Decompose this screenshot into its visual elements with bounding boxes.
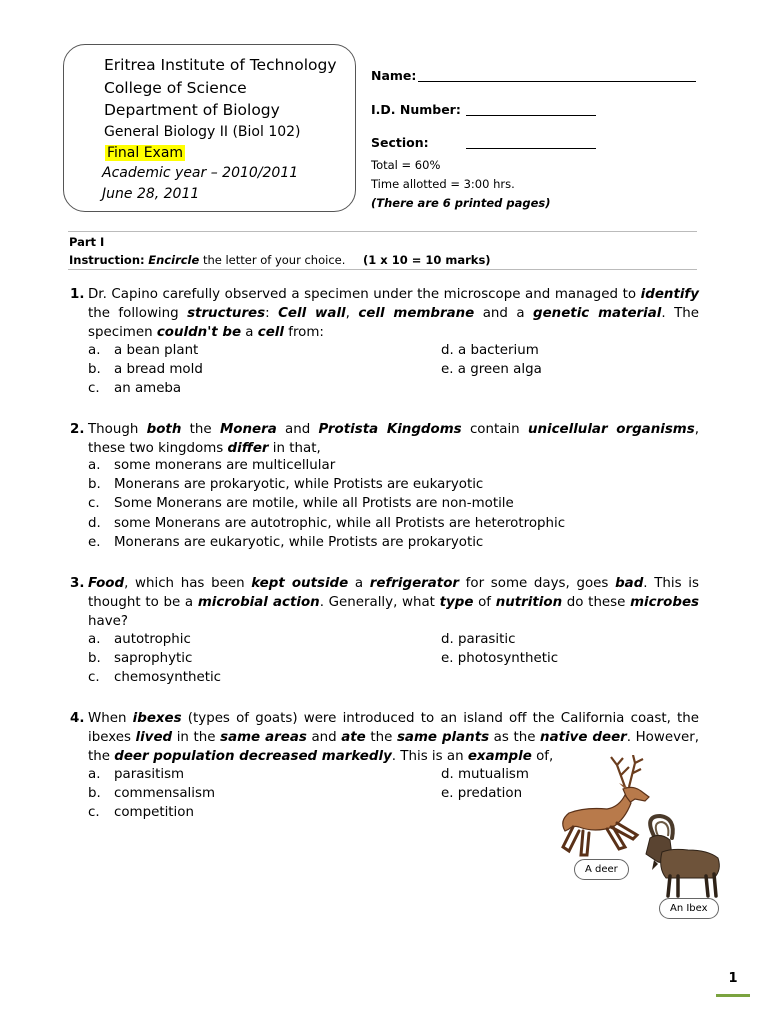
instruction-line: Instruction: Encircle the letter of your choice. (1 x 10 = 10 marks): [69, 253, 491, 267]
q3-option-c[interactable]: c. chemosynthetic: [88, 670, 222, 685]
q4-option-e[interactable]: e. predation: [441, 786, 523, 801]
exam-title: Final Exam: [107, 145, 184, 161]
q2-option-b[interactable]: b. Monerans are prokaryotic, while Protists are eukaryotic: [88, 477, 484, 492]
question-4-text: When ibexes (types of goats) were introduced to an island off the California coast, the ibexes lived in the same areas and ate the same plants as the native deer. However, the deer population decreased markedly. This is an example of,: [88, 711, 699, 765]
department-name: Department of Biology: [104, 101, 280, 119]
q4-option-b[interactable]: b. commensalism: [88, 786, 216, 801]
q4-option-a[interactable]: a. parasitism: [88, 767, 185, 782]
page-number: 1: [716, 964, 750, 997]
q4-option-c[interactable]: c. competition: [88, 805, 194, 820]
top-divider: [68, 231, 697, 232]
exam-date: June 28, 2011: [102, 186, 200, 202]
course-name: General Biology II (Biol 102): [104, 124, 301, 140]
q3-option-a[interactable]: a. autotrophic: [88, 632, 191, 647]
q2-option-d[interactable]: d. some Monerans are autotrophic, while all Protists are heterotrophic: [88, 516, 566, 531]
ibex-label: An Ibex: [659, 898, 719, 919]
q4-option-d[interactable]: d. mutualism: [441, 767, 529, 782]
q3-option-e[interactable]: e. photosynthetic: [441, 651, 559, 666]
question-3-text: Food, which has been kept outside a refrigerator for some days, goes bad. This is thought to be a microbial action. Generally, what type of nutrition do these microbes have?: [88, 576, 699, 630]
q3-option-d[interactable]: d. parasitic: [441, 632, 516, 647]
q2-option-a[interactable]: a. some monerans are multicellular: [88, 458, 336, 473]
total-text: Total = 60%: [371, 158, 441, 172]
academic-year: Academic year – 2010/2011: [102, 165, 299, 181]
bottom-divider: [68, 269, 697, 270]
name-label: Name:: [371, 68, 417, 83]
pages-text: (There are 6 printed pages): [371, 196, 551, 210]
question-4: 4. When ibexes (types of goats) were introduced to an island off the California coast, the ibexes lived in the same areas and ate the same plants as the native deer. However, the deer population decreased markedly. This is an example of,: [70, 709, 699, 767]
question-1-text: Dr. Capino carefully observed a specimen under the microscope and managed to identify the following structures: Cell wall, cell membrane and a genetic material. The specimen couldn't be a cell from:: [88, 287, 699, 341]
question-2: 2. Though both the Monera and Protista Kingdoms contain unicellular organisms, these two kingdoms differ in that,: [70, 420, 699, 458]
institute-name: Eritrea Institute of Technology: [104, 56, 337, 74]
q1-option-b[interactable]: b. a bread mold: [88, 362, 203, 377]
section-field[interactable]: [466, 148, 596, 149]
time-text: Time allotted = 3:00 hrs.: [371, 177, 515, 191]
college-name: College of Science: [104, 79, 247, 97]
question-2-text: Though both the Monera and Protista Kingdoms contain unicellular organisms, these two kingdoms differ in that,: [88, 422, 699, 457]
q1-option-a[interactable]: a. a bean plant: [88, 343, 199, 358]
id-field[interactable]: [466, 115, 596, 116]
deer-label: A deer: [574, 859, 629, 880]
id-label: I.D. Number:: [371, 102, 461, 117]
q2-option-e[interactable]: e. Monerans are eukaryotic, while Protists are prokaryotic: [88, 535, 484, 550]
q1-option-c[interactable]: c. an ameba: [88, 381, 182, 396]
q3-option-b[interactable]: b. saprophytic: [88, 651, 193, 666]
q1-option-d[interactable]: d. a bacterium: [441, 343, 539, 358]
question-3: 3. Food, which has been kept outside a refrigerator for some days, goes bad. This is thought to be a microbial action. Generally, what type of nutrition do these microbes have?: [70, 574, 699, 632]
ibex-illustration: [636, 812, 726, 902]
q2-option-c[interactable]: c. Some Monerans are motile, while all Protists are non-motile: [88, 496, 514, 511]
section-label: Section:: [371, 135, 429, 150]
name-field[interactable]: [418, 81, 696, 82]
q1-option-e[interactable]: e. a green alga: [441, 362, 542, 377]
part-title: Part I: [69, 235, 105, 249]
question-1: 1. Dr. Capino carefully observed a specimen under the microscope and managed to identify the following structures: Cell wall, cell membrane and a genetic material. The specimen couldn't be a cell from:: [70, 285, 699, 343]
